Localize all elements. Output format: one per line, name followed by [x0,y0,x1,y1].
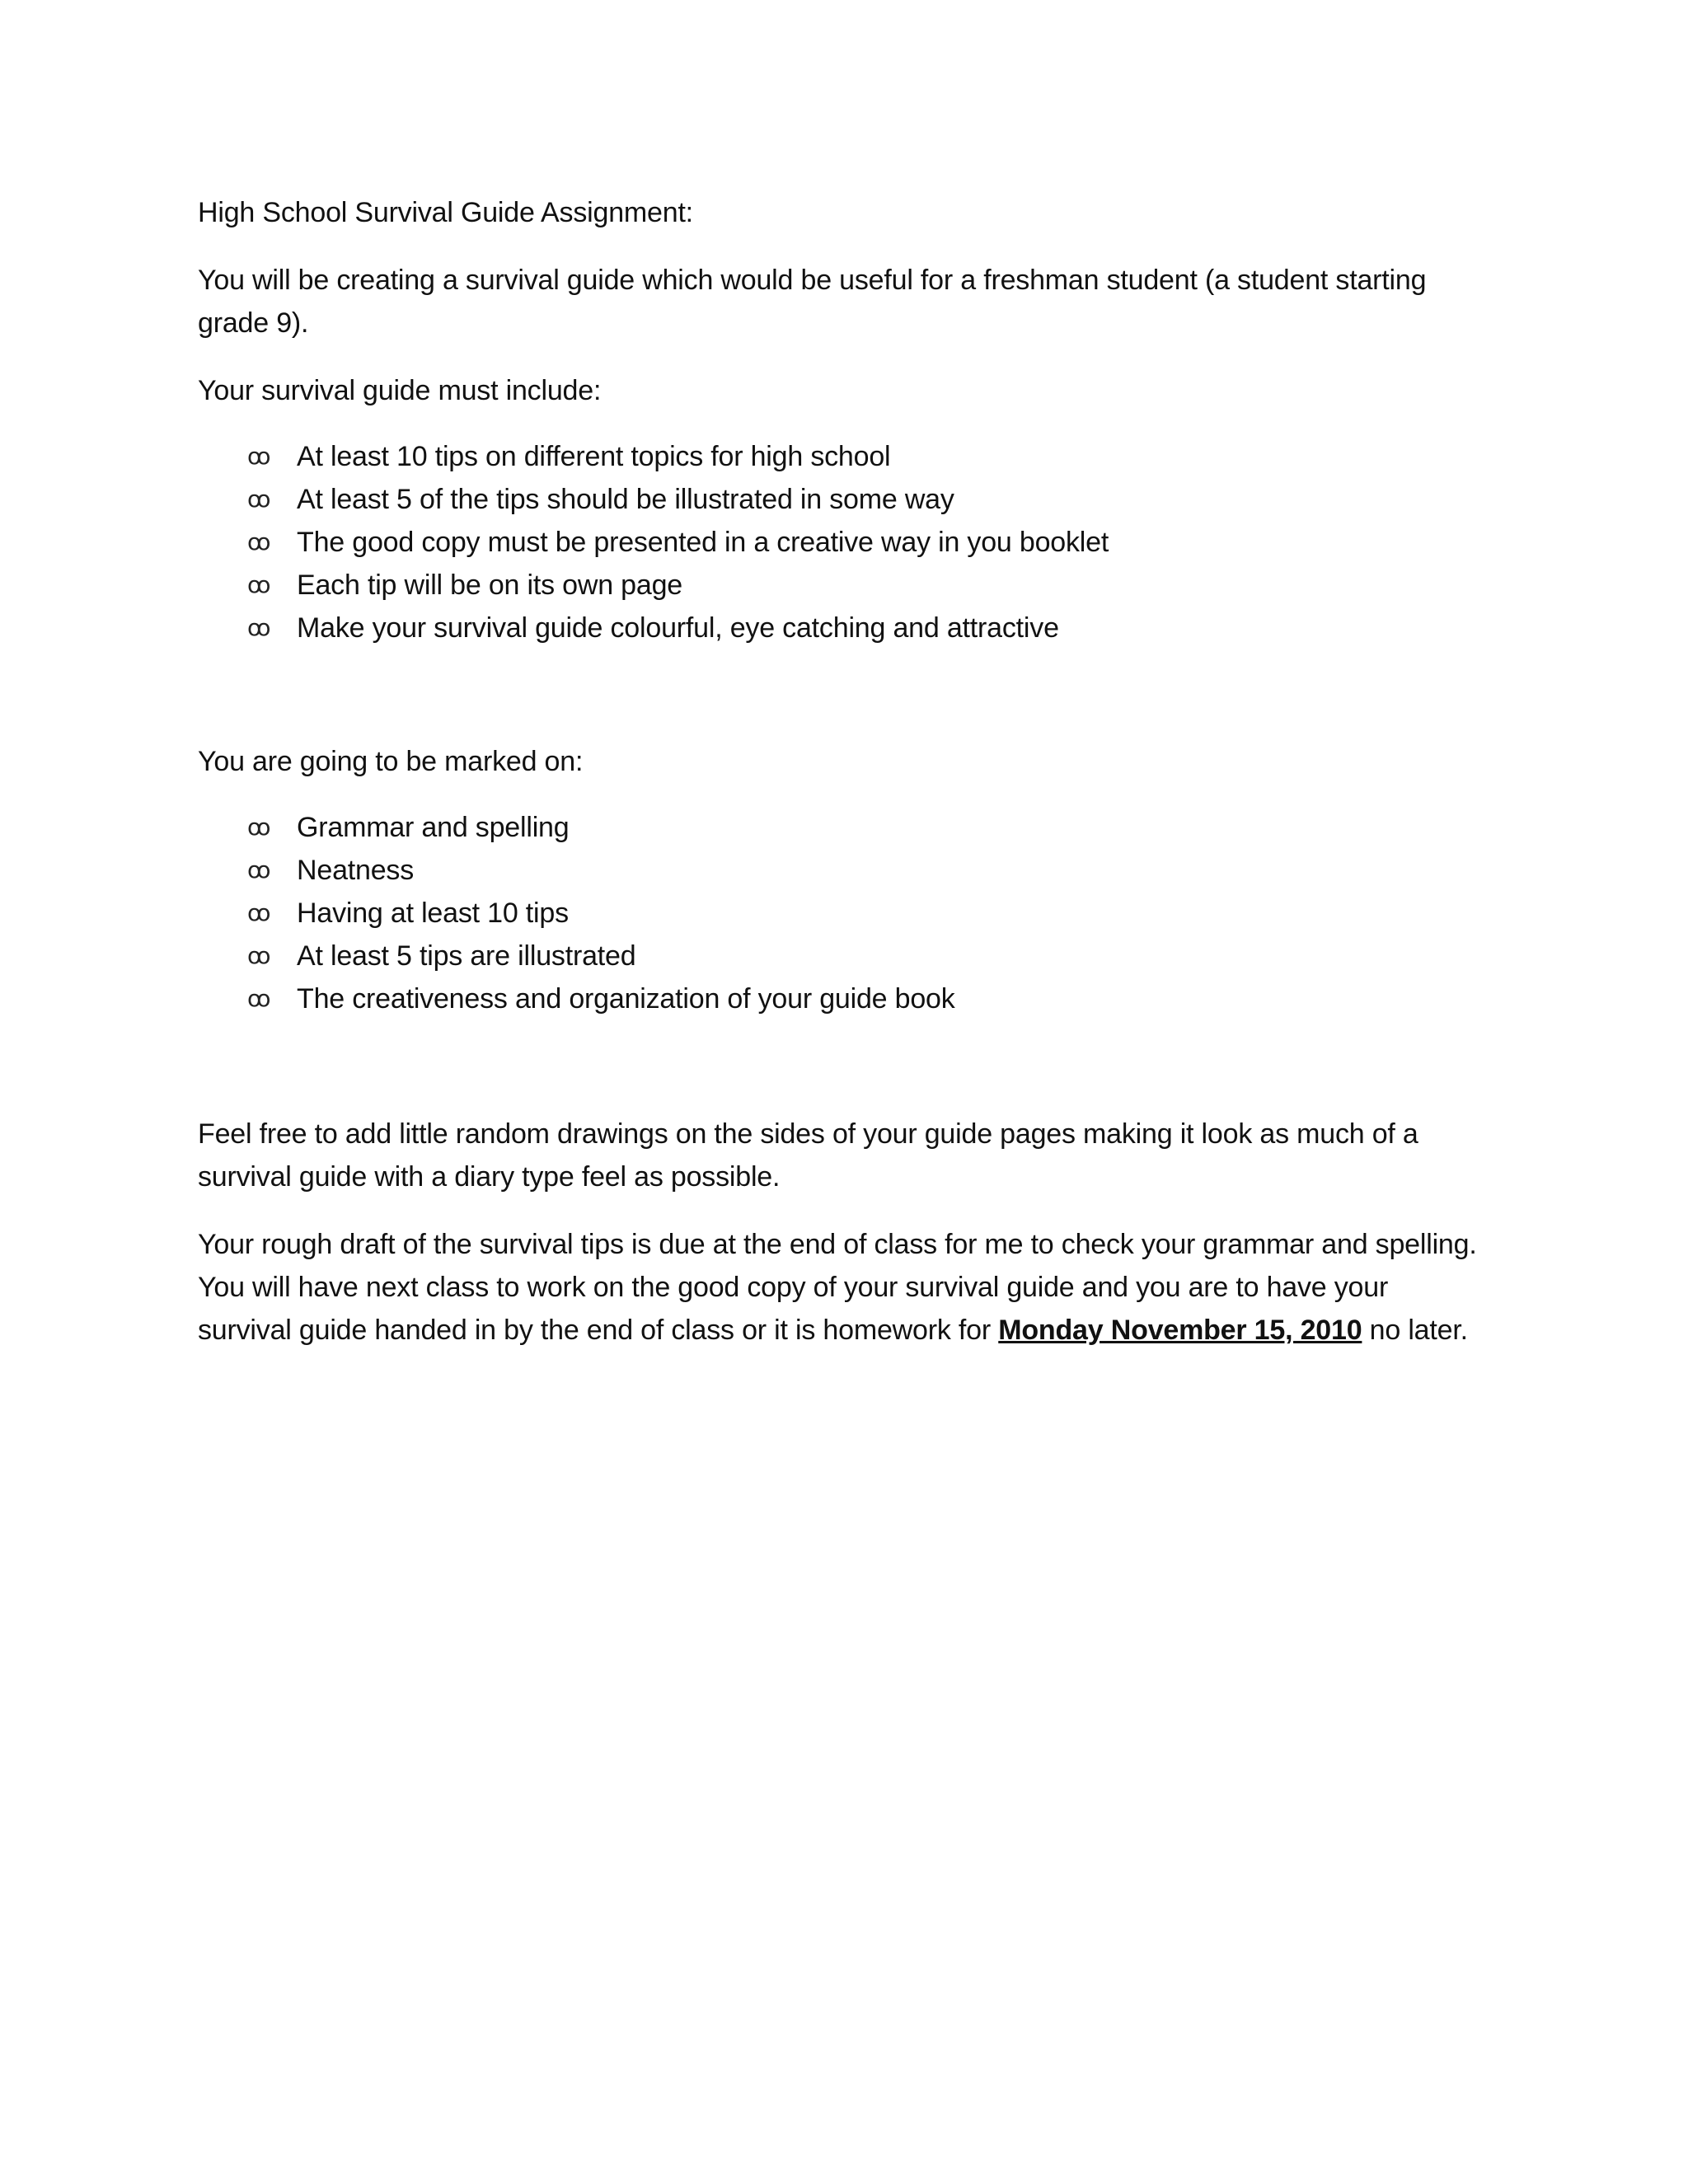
swirl-bullet-icon: ꝏ [247,813,271,841]
swirl-bullet-icon: ꝏ [247,443,271,470]
due-date: Monday November 15, 2010 [998,1315,1362,1346]
list-item [198,849,1484,892]
due-paragraph [198,1223,1484,1352]
swirl-bullet-icon: ꝏ [247,985,271,1012]
list-item-text: At least 10 tips on different topics for high school [297,441,891,472]
list-item-text: Having at least 10 tips [297,898,569,929]
due-text-before: Your rough draft of the survival tips is due at the end of class for me to check your grammar and spelling. You will have next class to work on the good copy of your survival guide and you are to have your survival guide handed in by the end of class or it is homework for [198,1229,1477,1346]
intro-paragraph: You will be creating a survival guide which would be useful for a freshman student (a student starting grade 9). [198,265,1427,339]
include-list [198,435,1484,649]
swirl-bullet-icon: ꝏ [247,856,271,883]
list-item-text: Grammar and spelling [297,812,570,843]
swirl-bullet-icon: ꝏ [247,485,271,513]
list-item [198,435,1484,478]
list-item [198,935,1484,977]
list-item-text: Make your survival guide colourful, eye catching and attractive [297,612,1059,644]
list-item-text: At least 5 tips are illustrated [297,940,636,972]
list-item-text: The creativeness and organization of your guide book [297,983,955,1015]
due-text-after: no later. [1362,1315,1468,1346]
list-item [198,977,1484,1020]
list-item [198,607,1484,649]
swirl-bullet-icon: ꝏ [247,528,271,555]
list-item-text: Neatness [297,855,415,886]
swirl-bullet-icon: ꝏ [247,614,271,641]
swirl-bullet-icon: ꝏ [247,571,271,598]
list-item [198,892,1484,935]
list-item-text: Each tip will be on its own page [297,569,682,601]
list-item [198,806,1484,849]
marked-list [198,806,1484,1020]
document-content [198,191,1484,1376]
spacer [198,1020,1484,1113]
swirl-bullet-icon: ꝏ [247,942,271,969]
include-heading: Your survival guide must include: [198,375,602,406]
list-item [198,521,1484,564]
list-item-text: At least 5 of the tips should be illustrated in some way [297,484,954,515]
assignment-title: High School Survival Guide Assignment: [198,197,693,228]
swirl-bullet-icon: ꝏ [247,899,271,926]
spacer [198,649,1484,740]
list-item-text: The good copy must be presented in a creative way in you booklet [297,527,1109,558]
marked-heading: You are going to be marked on: [198,746,584,777]
drawings-paragraph: Feel free to add little random drawings on the sides of your guide pages making it look as much of a survival guide with a diary type feel as possible. [198,1118,1418,1193]
list-item [198,564,1484,607]
list-item [198,478,1484,521]
